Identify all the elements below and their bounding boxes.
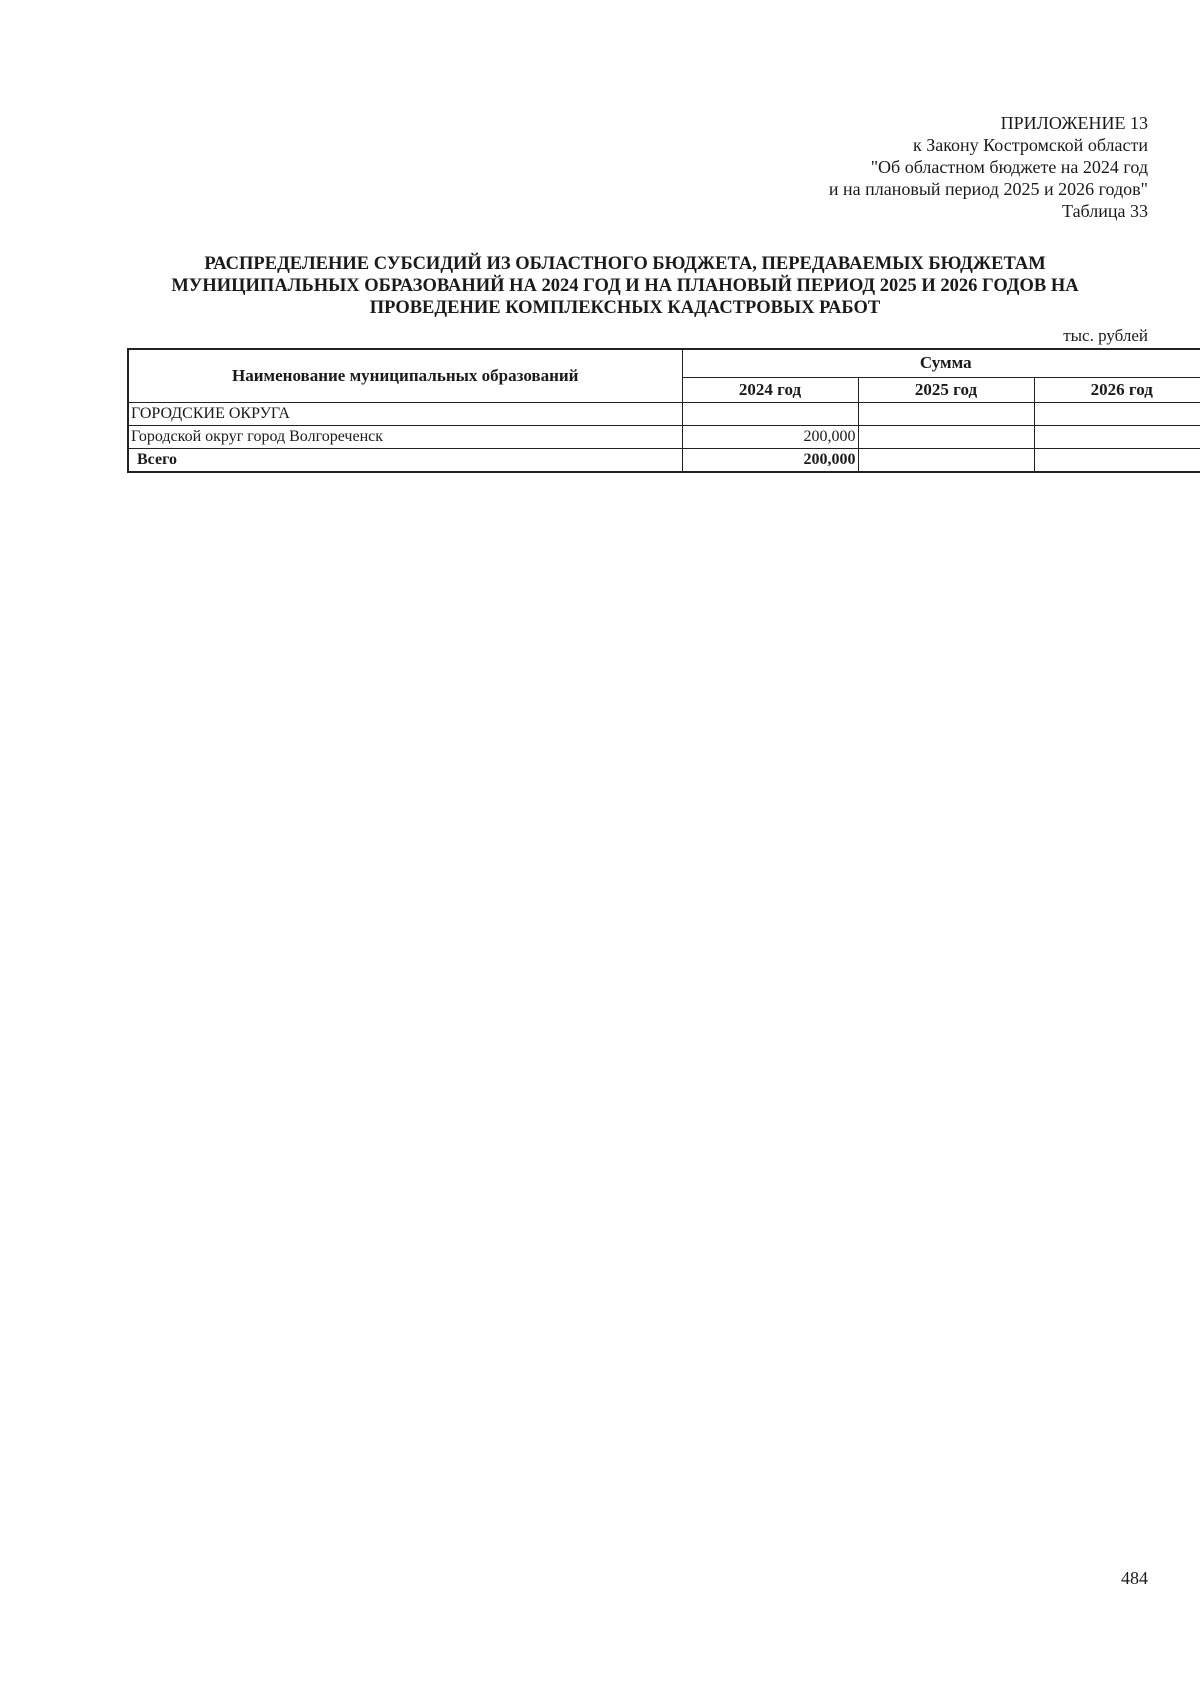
row-value-2024 bbox=[682, 403, 858, 426]
row-name: Городской округ город Волгореченск bbox=[128, 426, 682, 449]
document-title bbox=[100, 253, 1150, 319]
row-value-2026 bbox=[1034, 449, 1200, 473]
row-value-2026 bbox=[1034, 403, 1200, 426]
row-value-2025 bbox=[858, 426, 1034, 449]
appendix-law-title-line-2: и на плановый период 2025 и 2026 годов" bbox=[828, 179, 1148, 199]
column-header-name: Наименование муниципальных образований bbox=[128, 349, 682, 403]
appendix-table-number: Таблица 33 bbox=[1062, 201, 1148, 221]
document-title-line-1: РАСПРЕДЕЛЕНИЕ СУБСИДИЙ ИЗ ОБЛАСТНОГО БЮДЖЕТА, ПЕРЕДАВАЕМЫХ БЮДЖЕТАМ bbox=[204, 254, 1046, 274]
appendix-law-title-line-1: "Об областном бюджете на 2024 год bbox=[870, 157, 1148, 177]
appendix-law-line: к Закону Костромской области bbox=[912, 135, 1148, 155]
column-header-2026: 2026 год bbox=[1034, 377, 1200, 402]
row-value-2024: 200,000 bbox=[682, 426, 858, 449]
document-title-line-2: МУНИЦИПАЛЬНЫХ ОБРАЗОВАНИЙ НА 2024 ГОД И НА ПЛАНОВЫЙ ПЕРИОД 2025 И 2026 ГОДОВ НА bbox=[171, 276, 1079, 296]
appendix-number: ПРИЛОЖЕНИЕ 13 bbox=[1000, 113, 1148, 133]
page-number: 484 bbox=[1121, 1568, 1148, 1588]
table-row-total bbox=[128, 449, 1200, 473]
row-value-2025 bbox=[858, 403, 1034, 426]
row-name: ГОРОДСКИЕ ОКРУГА bbox=[128, 403, 682, 426]
document-title-line-3: ПРОВЕДЕНИЕ КОМПЛЕКСНЫХ КАДАСТРОВЫХ РАБОТ bbox=[369, 298, 881, 318]
table-row bbox=[128, 426, 1200, 449]
unit-label: тыс. рублей bbox=[1063, 326, 1148, 345]
column-header-2024: 2024 год bbox=[682, 377, 858, 402]
column-header-2025: 2025 год bbox=[858, 377, 1034, 402]
row-value-2024: 200,000 bbox=[682, 449, 858, 473]
subsidy-table bbox=[127, 348, 1200, 473]
table-row-section bbox=[128, 403, 1200, 426]
column-header-sum: Сумма bbox=[682, 349, 1200, 377]
row-name: Всего bbox=[128, 449, 682, 473]
row-value-2026 bbox=[1034, 426, 1200, 449]
appendix-header bbox=[548, 112, 1148, 222]
row-value-2025 bbox=[858, 449, 1034, 473]
